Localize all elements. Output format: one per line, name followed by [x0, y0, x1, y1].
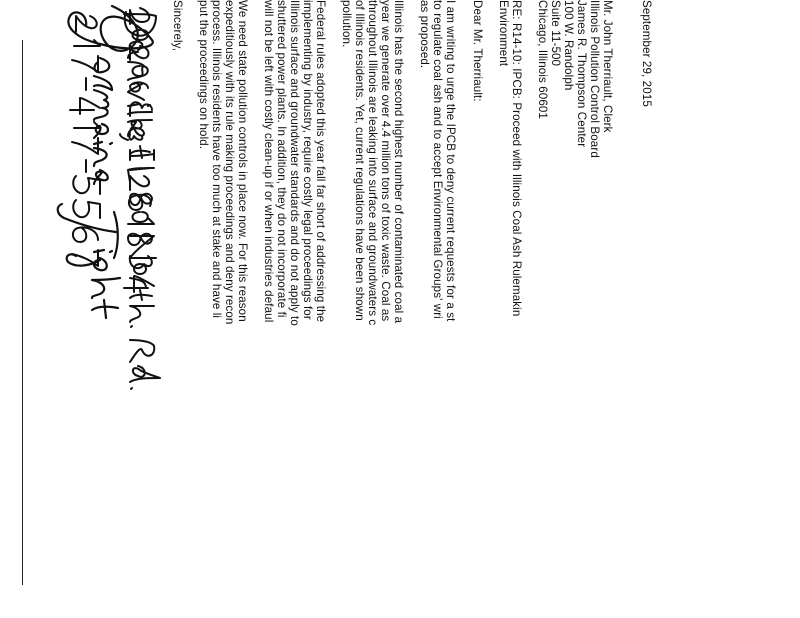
salutation: Dear Mr. Therriault:: [471, 0, 484, 102]
closing: Sincerely,: [171, 0, 184, 52]
subject-line: Environment: [497, 0, 510, 67]
paragraph-line: Federal rules adopted this year fall far short of addressing the: [314, 0, 327, 323]
paragraph-line: throughout Illinois are leaking into surface and groundwaters c: [366, 0, 379, 326]
letter-date: September 29, 2015: [640, 0, 653, 107]
subject-line: RE: R14-10: IPCB: Proceed with Illinois Coal Ash Rulemakin: [510, 0, 523, 317]
paragraph-line: will not be left with costly clean-up if or when industries defaul: [262, 0, 275, 323]
address-line: Chicago, Illinois 60601: [536, 0, 549, 119]
paragraph-line: Illinois has the second highest number of contaminated coal a: [392, 0, 405, 324]
paragraph-line: process. Illinois residents have too much at stake and have li: [210, 0, 223, 319]
paragraph-line: of Illinois residents. Yet, current regulations have been shown: [353, 0, 366, 321]
signature-address-strokes: [129, 8, 160, 389]
paragraph-line: shuttered power plants. In addition, they do not incorporate fi: [275, 0, 288, 318]
address-line: 100 W. Randolph: [562, 0, 575, 91]
paragraph-line: put the proceedings on hold.: [197, 0, 210, 150]
paragraph-line: I am writing to urge the IPCB to deny current requests for a st: [444, 0, 457, 322]
paragraph-line: expeditiously with its rule making proceedings and deny recon: [223, 0, 236, 325]
paragraph-line: year we generate over 4.4 million tons of toxic waste. Coal as: [379, 0, 392, 322]
address-line: James R. Thompson Center: [575, 0, 588, 148]
paragraph-line: We need state pollution controls in place now. For this reason: [236, 0, 249, 322]
paragraph-line: Illinois surface and groundwater standards and do not apply to: [288, 0, 301, 326]
address-line: Mr. John Therriault, Clerk: [601, 0, 614, 133]
address-line: Suite 11-500: [549, 0, 562, 67]
paragraph-line: as proposed.: [418, 0, 431, 69]
paragraph-line: implementing by industry, require costly legal proceedings for: [301, 0, 314, 320]
paragraph-line: to regulate coal ash and to accept Environmental Groups' wri: [431, 0, 444, 319]
scan-edge-line: [22, 40, 23, 585]
address-line: Illinois Pollution Control Board: [588, 0, 601, 158]
paragraph-line: pollution.: [340, 0, 353, 48]
